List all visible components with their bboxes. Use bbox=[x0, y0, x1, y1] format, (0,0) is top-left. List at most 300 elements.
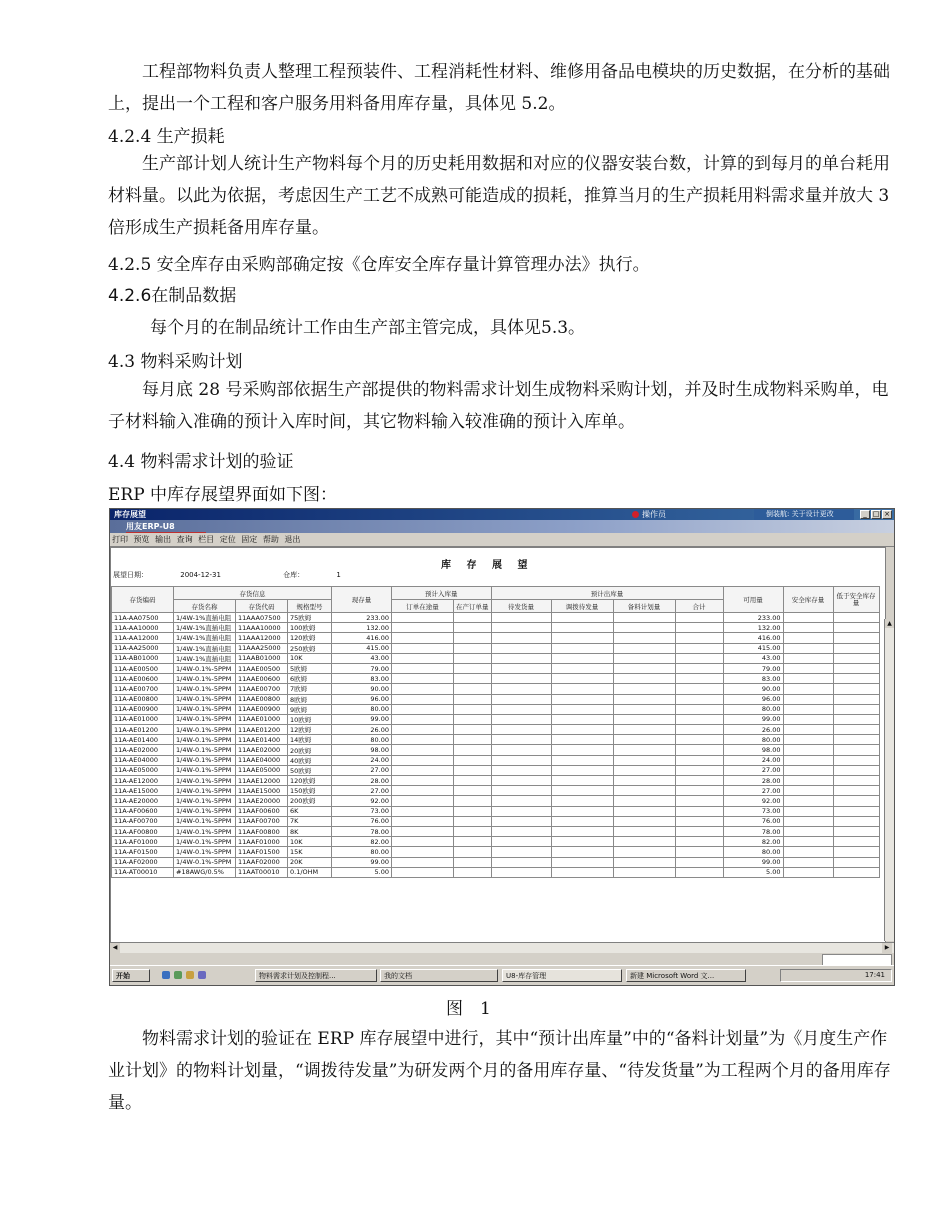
cell-name[interactable]: 1/4W-0.1%-5PPM bbox=[174, 704, 236, 714]
cell-code[interactable]: 11A-AE00500 bbox=[112, 663, 174, 673]
cell-empty[interactable] bbox=[783, 806, 833, 816]
menu-locate[interactable]: 定位 bbox=[219, 535, 236, 544]
cell-stock[interactable]: 132.00 bbox=[332, 623, 392, 633]
cell-empty[interactable] bbox=[833, 714, 879, 724]
horizontal-scrollbar[interactable] bbox=[110, 942, 894, 953]
cell-empty[interactable] bbox=[833, 857, 879, 867]
cell-empty[interactable] bbox=[675, 806, 723, 816]
cell-stock[interactable]: 26.00 bbox=[332, 725, 392, 735]
cell-name[interactable]: 1/4W-0.1%-5PPM bbox=[174, 725, 236, 735]
cell-empty[interactable] bbox=[675, 674, 723, 684]
cell-empty[interactable] bbox=[833, 653, 879, 663]
cell-empty[interactable] bbox=[454, 847, 492, 857]
cell-inv[interactable]: 11AAE15000 bbox=[236, 786, 288, 796]
cell-code[interactable]: 11A-AE04000 bbox=[112, 755, 174, 765]
table-row[interactable] bbox=[112, 725, 880, 735]
cell-empty[interactable] bbox=[392, 633, 454, 643]
table-row[interactable] bbox=[112, 755, 880, 765]
cell-empty[interactable] bbox=[392, 613, 454, 623]
cell-code[interactable]: 11A-AF00800 bbox=[112, 826, 174, 836]
cell-empty[interactable] bbox=[551, 806, 613, 816]
cell-inv[interactable]: 11AAT00010 bbox=[236, 867, 288, 877]
cell-empty[interactable] bbox=[551, 613, 613, 623]
cell-name[interactable]: 1/4W-0.1%-5PPM bbox=[174, 796, 236, 806]
cell-empty[interactable] bbox=[392, 867, 454, 877]
cell-empty[interactable] bbox=[833, 786, 879, 796]
col-stock[interactable]: 现存量 bbox=[332, 587, 392, 613]
cell-empty[interactable] bbox=[675, 735, 723, 745]
cell-stock[interactable]: 78.00 bbox=[332, 826, 392, 836]
cell-empty[interactable] bbox=[675, 725, 723, 735]
cell-name[interactable]: 1/4W-0.1%-5PPM bbox=[174, 765, 236, 775]
cell-empty[interactable] bbox=[454, 694, 492, 704]
cell-empty[interactable] bbox=[551, 867, 613, 877]
cell-empty[interactable] bbox=[491, 735, 551, 745]
desktop-icon[interactable] bbox=[186, 971, 194, 979]
col-code[interactable]: 存货编码 bbox=[112, 587, 174, 613]
cell-stock[interactable]: 98.00 bbox=[332, 745, 392, 755]
cell-empty[interactable] bbox=[833, 837, 879, 847]
cell-stock[interactable]: 82.00 bbox=[332, 837, 392, 847]
table-row[interactable] bbox=[112, 714, 880, 724]
cell-stock[interactable]: 80.00 bbox=[332, 735, 392, 745]
cell-empty[interactable] bbox=[392, 643, 454, 653]
cell-code[interactable]: 11A-AE01200 bbox=[112, 725, 174, 735]
cell-spec[interactable]: 10K bbox=[288, 837, 332, 847]
cell-empty[interactable] bbox=[613, 867, 675, 877]
cell-empty[interactable] bbox=[833, 623, 879, 633]
cell-empty[interactable] bbox=[491, 786, 551, 796]
cell-empty[interactable] bbox=[491, 633, 551, 643]
cell-empty[interactable] bbox=[454, 714, 492, 724]
start-button[interactable]: 开始 bbox=[112, 969, 150, 982]
cell-avail[interactable]: 43.00 bbox=[723, 653, 783, 663]
cell-empty[interactable] bbox=[783, 826, 833, 836]
cell-empty[interactable] bbox=[833, 755, 879, 765]
menu-help[interactable]: 帮助 bbox=[262, 535, 279, 544]
cell-empty[interactable] bbox=[392, 857, 454, 867]
cell-empty[interactable] bbox=[613, 674, 675, 684]
col-pending-ship[interactable]: 待发货量 bbox=[491, 600, 551, 613]
media-icon[interactable] bbox=[198, 971, 206, 979]
cell-stock[interactable]: 99.00 bbox=[332, 857, 392, 867]
cell-inv[interactable]: 11AAE00500 bbox=[236, 663, 288, 673]
cell-empty[interactable] bbox=[454, 857, 492, 867]
cell-empty[interactable] bbox=[613, 796, 675, 806]
col-available[interactable]: 可用量 bbox=[723, 587, 783, 613]
col-total[interactable]: 合计 bbox=[675, 600, 723, 613]
cell-empty[interactable] bbox=[454, 796, 492, 806]
cell-name[interactable]: 1/4W-0.1%-5PPM bbox=[174, 694, 236, 704]
cell-empty[interactable] bbox=[783, 623, 833, 633]
cell-empty[interactable] bbox=[833, 735, 879, 745]
cell-empty[interactable] bbox=[833, 806, 879, 816]
cell-spec[interactable]: 6K bbox=[288, 806, 332, 816]
cell-inv[interactable]: 11AAA25000 bbox=[236, 643, 288, 653]
cell-empty[interactable] bbox=[613, 663, 675, 673]
cell-empty[interactable] bbox=[783, 745, 833, 755]
cell-empty[interactable] bbox=[551, 714, 613, 724]
menu-query[interactable]: 查询 bbox=[176, 535, 193, 544]
cell-avail[interactable]: 90.00 bbox=[723, 684, 783, 694]
scroll-up-icon[interactable]: ▲ bbox=[885, 619, 894, 628]
cell-code[interactable]: 11A-AE02000 bbox=[112, 745, 174, 755]
cell-empty[interactable] bbox=[454, 755, 492, 765]
cell-empty[interactable] bbox=[392, 663, 454, 673]
cell-empty[interactable] bbox=[613, 826, 675, 836]
cell-empty[interactable] bbox=[392, 623, 454, 633]
cell-empty[interactable] bbox=[491, 837, 551, 847]
cell-empty[interactable] bbox=[675, 613, 723, 623]
col-transfer[interactable]: 调拨待发量 bbox=[551, 600, 613, 613]
cell-empty[interactable] bbox=[491, 765, 551, 775]
cell-empty[interactable] bbox=[491, 653, 551, 663]
cell-empty[interactable] bbox=[491, 725, 551, 735]
cell-avail[interactable]: 28.00 bbox=[723, 776, 783, 786]
cell-stock[interactable]: 90.00 bbox=[332, 684, 392, 694]
cell-empty[interactable] bbox=[491, 674, 551, 684]
col-in-prod[interactable]: 在产订单量 bbox=[454, 600, 492, 613]
cell-code[interactable]: 11A-AA10000 bbox=[112, 623, 174, 633]
cell-empty[interactable] bbox=[675, 745, 723, 755]
cell-name[interactable]: 1/4W-0.1%-5PPM bbox=[174, 684, 236, 694]
cell-empty[interactable] bbox=[675, 867, 723, 877]
cell-empty[interactable] bbox=[613, 704, 675, 714]
cell-stock[interactable]: 43.00 bbox=[332, 653, 392, 663]
col-safety[interactable]: 安全库存量 bbox=[783, 587, 833, 613]
cell-stock[interactable]: 76.00 bbox=[332, 816, 392, 826]
cell-empty[interactable] bbox=[551, 623, 613, 633]
close-button[interactable]: × bbox=[882, 510, 892, 519]
cell-stock[interactable]: 80.00 bbox=[332, 847, 392, 857]
cell-code[interactable]: 11A-AT00010 bbox=[112, 867, 174, 877]
cell-empty[interactable] bbox=[454, 735, 492, 745]
cell-empty[interactable] bbox=[675, 643, 723, 653]
cell-name[interactable]: 1/4W-0.1%-5PPM bbox=[174, 745, 236, 755]
cell-empty[interactable] bbox=[551, 674, 613, 684]
minimize-button[interactable]: _ bbox=[860, 510, 870, 519]
table-row[interactable] bbox=[112, 735, 880, 745]
cell-stock[interactable]: 416.00 bbox=[332, 633, 392, 643]
cell-empty[interactable] bbox=[675, 786, 723, 796]
cell-name[interactable]: 1/4W-0.1%-5PPM bbox=[174, 776, 236, 786]
cell-empty[interactable] bbox=[613, 816, 675, 826]
cell-empty[interactable] bbox=[392, 816, 454, 826]
cell-spec[interactable]: 14欧姆 bbox=[288, 735, 332, 745]
cell-empty[interactable] bbox=[551, 725, 613, 735]
cell-empty[interactable] bbox=[833, 796, 879, 806]
cell-empty[interactable] bbox=[491, 745, 551, 755]
table-row[interactable] bbox=[112, 837, 880, 847]
table-row[interactable] bbox=[112, 623, 880, 633]
cell-empty[interactable] bbox=[454, 674, 492, 684]
vertical-scrollbar[interactable] bbox=[884, 619, 894, 941]
cell-stock[interactable]: 99.00 bbox=[332, 714, 392, 724]
cell-empty[interactable] bbox=[675, 694, 723, 704]
cell-empty[interactable] bbox=[675, 765, 723, 775]
table-row[interactable] bbox=[112, 776, 880, 786]
cell-empty[interactable] bbox=[783, 643, 833, 653]
cell-empty[interactable] bbox=[551, 643, 613, 653]
cell-empty[interactable] bbox=[675, 857, 723, 867]
cell-empty[interactable] bbox=[551, 684, 613, 694]
cell-empty[interactable] bbox=[454, 684, 492, 694]
cell-inv[interactable]: 11AAA12000 bbox=[236, 633, 288, 643]
cell-spec[interactable]: 10K bbox=[288, 653, 332, 663]
cell-spec[interactable]: 12欧姆 bbox=[288, 725, 332, 735]
cell-spec[interactable]: 150欧姆 bbox=[288, 786, 332, 796]
table-row[interactable] bbox=[112, 847, 880, 857]
cell-empty[interactable] bbox=[491, 776, 551, 786]
cell-name[interactable]: 1/4W-0.1%-5PPM bbox=[174, 816, 236, 826]
cell-empty[interactable] bbox=[783, 755, 833, 765]
cell-spec[interactable]: 8K bbox=[288, 826, 332, 836]
cell-empty[interactable] bbox=[454, 837, 492, 847]
cell-name[interactable]: 1/4W-0.1%-5PPM bbox=[174, 786, 236, 796]
cell-code[interactable]: 11A-AA07500 bbox=[112, 613, 174, 623]
cell-spec[interactable]: 7欧姆 bbox=[288, 684, 332, 694]
cell-avail[interactable]: 99.00 bbox=[723, 714, 783, 724]
task-my-documents[interactable]: 我的文档 bbox=[380, 969, 498, 982]
cell-avail[interactable]: 27.00 bbox=[723, 765, 783, 775]
cell-empty[interactable] bbox=[613, 786, 675, 796]
cell-empty[interactable] bbox=[551, 735, 613, 745]
menu-preview[interactable]: 预览 bbox=[133, 535, 150, 544]
cell-spec[interactable]: 50欧姆 bbox=[288, 765, 332, 775]
cell-spec[interactable]: 20欧姆 bbox=[288, 745, 332, 755]
cell-empty[interactable] bbox=[454, 704, 492, 714]
cell-name[interactable]: 1/4W-1%直插电阻 bbox=[174, 613, 236, 623]
cell-avail[interactable]: 80.00 bbox=[723, 704, 783, 714]
cell-empty[interactable] bbox=[833, 613, 879, 623]
cell-empty[interactable] bbox=[833, 745, 879, 755]
cell-avail[interactable]: 27.00 bbox=[723, 786, 783, 796]
cell-empty[interactable] bbox=[783, 796, 833, 806]
cell-empty[interactable] bbox=[491, 694, 551, 704]
cell-empty[interactable] bbox=[613, 735, 675, 745]
cell-code[interactable]: 11A-AE05000 bbox=[112, 765, 174, 775]
cell-empty[interactable] bbox=[491, 806, 551, 816]
cell-empty[interactable] bbox=[783, 714, 833, 724]
cell-inv[interactable]: 11AAE04000 bbox=[236, 755, 288, 765]
cell-empty[interactable] bbox=[833, 816, 879, 826]
cell-name[interactable]: 1/4W-0.1%-5PPM bbox=[174, 826, 236, 836]
cell-empty[interactable] bbox=[551, 796, 613, 806]
cell-empty[interactable] bbox=[551, 765, 613, 775]
cell-empty[interactable] bbox=[491, 714, 551, 724]
cell-inv[interactable]: 11AAF01000 bbox=[236, 837, 288, 847]
cell-empty[interactable] bbox=[551, 633, 613, 643]
cell-name[interactable]: #18AWG/0.5% bbox=[174, 867, 236, 877]
cell-empty[interactable] bbox=[491, 847, 551, 857]
cell-empty[interactable] bbox=[675, 776, 723, 786]
task-word-doc-1[interactable]: 物料需求计划及控制程... bbox=[255, 969, 377, 982]
col-material-plan[interactable]: 备料计划量 bbox=[613, 600, 675, 613]
task-u8-inventory[interactable]: U8-库存管理 bbox=[502, 969, 622, 982]
cell-inv[interactable]: 11AAE00800 bbox=[236, 694, 288, 704]
cell-avail[interactable]: 96.00 bbox=[723, 694, 783, 704]
cell-empty[interactable] bbox=[675, 623, 723, 633]
cell-name[interactable]: 1/4W-0.1%-5PPM bbox=[174, 847, 236, 857]
maximize-button[interactable]: □ bbox=[872, 510, 880, 518]
cell-spec[interactable]: 6欧姆 bbox=[288, 674, 332, 684]
cell-code[interactable]: 11A-AF02000 bbox=[112, 857, 174, 867]
cell-empty[interactable] bbox=[491, 684, 551, 694]
table-row[interactable] bbox=[112, 826, 880, 836]
cell-empty[interactable] bbox=[613, 837, 675, 847]
cell-name[interactable]: 1/4W-0.1%-5PPM bbox=[174, 857, 236, 867]
cell-empty[interactable] bbox=[833, 633, 879, 643]
cell-empty[interactable] bbox=[392, 847, 454, 857]
cell-code[interactable]: 11A-AF01500 bbox=[112, 847, 174, 857]
cell-spec[interactable]: 200欧姆 bbox=[288, 796, 332, 806]
cell-empty[interactable] bbox=[613, 643, 675, 653]
table-row[interactable] bbox=[112, 674, 880, 684]
cell-avail[interactable]: 79.00 bbox=[723, 663, 783, 673]
cell-empty[interactable] bbox=[454, 826, 492, 836]
cell-empty[interactable] bbox=[491, 613, 551, 623]
cell-empty[interactable] bbox=[392, 786, 454, 796]
cell-empty[interactable] bbox=[833, 684, 879, 694]
cell-spec[interactable]: 15K bbox=[288, 847, 332, 857]
cell-empty[interactable] bbox=[392, 694, 454, 704]
cell-empty[interactable] bbox=[613, 745, 675, 755]
cell-stock[interactable]: 92.00 bbox=[332, 796, 392, 806]
cell-empty[interactable] bbox=[392, 755, 454, 765]
table-row[interactable] bbox=[112, 745, 880, 755]
cell-name[interactable]: 1/4W-0.1%-5PPM bbox=[174, 714, 236, 724]
cell-stock[interactable]: 24.00 bbox=[332, 755, 392, 765]
cell-code[interactable]: 11A-AE00700 bbox=[112, 684, 174, 694]
cell-empty[interactable] bbox=[783, 735, 833, 745]
cell-name[interactable]: 1/4W-0.1%-5PPM bbox=[174, 755, 236, 765]
cell-empty[interactable] bbox=[551, 786, 613, 796]
cell-empty[interactable] bbox=[454, 806, 492, 816]
cell-inv[interactable]: 11AAA07500 bbox=[236, 613, 288, 623]
cell-name[interactable]: 1/4W-1%直插电阻 bbox=[174, 623, 236, 633]
cell-inv[interactable]: 11AAE00700 bbox=[236, 684, 288, 694]
cell-empty[interactable] bbox=[392, 806, 454, 816]
cell-empty[interactable] bbox=[392, 684, 454, 694]
cell-avail[interactable]: 26.00 bbox=[723, 725, 783, 735]
cell-stock[interactable]: 27.00 bbox=[332, 786, 392, 796]
cell-empty[interactable] bbox=[833, 704, 879, 714]
cell-empty[interactable] bbox=[454, 776, 492, 786]
menu-exit[interactable]: 退出 bbox=[284, 535, 301, 544]
col-spec[interactable]: 规格型号 bbox=[288, 600, 332, 613]
cell-empty[interactable] bbox=[491, 857, 551, 867]
cell-code[interactable]: 11A-AE01400 bbox=[112, 735, 174, 745]
cell-avail[interactable]: 98.00 bbox=[723, 745, 783, 755]
cell-spec[interactable]: 250欧姆 bbox=[288, 643, 332, 653]
cell-empty[interactable] bbox=[491, 826, 551, 836]
cell-code[interactable]: 11A-AF00700 bbox=[112, 816, 174, 826]
table-row[interactable] bbox=[112, 857, 880, 867]
cell-empty[interactable] bbox=[613, 725, 675, 735]
cell-code[interactable]: 11A-AA12000 bbox=[112, 633, 174, 643]
cell-avail[interactable]: 76.00 bbox=[723, 816, 783, 826]
cell-empty[interactable] bbox=[833, 826, 879, 836]
table-row[interactable] bbox=[112, 643, 880, 653]
cell-inv[interactable]: 11AAE12000 bbox=[236, 776, 288, 786]
cell-spec[interactable]: 120欧姆 bbox=[288, 776, 332, 786]
cell-empty[interactable] bbox=[783, 765, 833, 775]
cell-avail[interactable]: 132.00 bbox=[723, 623, 783, 633]
cell-empty[interactable] bbox=[833, 643, 879, 653]
table-row[interactable] bbox=[112, 796, 880, 806]
cell-empty[interactable] bbox=[783, 653, 833, 663]
menu-print[interactable]: 打印 bbox=[112, 535, 128, 544]
cell-empty[interactable] bbox=[454, 663, 492, 673]
cell-name[interactable]: 1/4W-0.1%-5PPM bbox=[174, 837, 236, 847]
cell-empty[interactable] bbox=[454, 633, 492, 643]
menu-columns[interactable]: 栏目 bbox=[198, 535, 215, 544]
cell-avail[interactable]: 80.00 bbox=[723, 847, 783, 857]
cell-empty[interactable] bbox=[783, 725, 833, 735]
cell-spec[interactable]: 7K bbox=[288, 816, 332, 826]
cell-empty[interactable] bbox=[491, 643, 551, 653]
cell-empty[interactable] bbox=[454, 643, 492, 653]
cell-code[interactable]: 11A-AE00800 bbox=[112, 694, 174, 704]
cell-empty[interactable] bbox=[783, 704, 833, 714]
table-row[interactable] bbox=[112, 786, 880, 796]
table-row[interactable] bbox=[112, 684, 880, 694]
cell-empty[interactable] bbox=[833, 674, 879, 684]
scroll-left-icon[interactable]: ◀ bbox=[110, 943, 120, 953]
col-inv-code[interactable]: 存货代码 bbox=[236, 600, 288, 613]
cell-empty[interactable] bbox=[675, 816, 723, 826]
cell-spec[interactable]: 9欧姆 bbox=[288, 704, 332, 714]
cell-name[interactable]: 1/4W-0.1%-5PPM bbox=[174, 806, 236, 816]
cell-empty[interactable] bbox=[392, 674, 454, 684]
cell-empty[interactable] bbox=[783, 867, 833, 877]
cell-spec[interactable]: 0.1/OHM bbox=[288, 867, 332, 877]
cell-empty[interactable] bbox=[491, 663, 551, 673]
cell-empty[interactable] bbox=[783, 674, 833, 684]
cell-code[interactable]: 11A-AE12000 bbox=[112, 776, 174, 786]
cell-inv[interactable]: 11AAB01000 bbox=[236, 653, 288, 663]
cell-inv[interactable]: 11AAF00600 bbox=[236, 806, 288, 816]
cell-empty[interactable] bbox=[392, 776, 454, 786]
cell-empty[interactable] bbox=[613, 633, 675, 643]
cell-code[interactable]: 11A-AE01000 bbox=[112, 714, 174, 724]
cell-avail[interactable]: 415.00 bbox=[723, 643, 783, 653]
task-word-doc-2[interactable]: 新建 Microsoft Word 文... bbox=[626, 969, 746, 982]
cell-empty[interactable] bbox=[551, 837, 613, 847]
cell-spec[interactable]: 10欧姆 bbox=[288, 714, 332, 724]
table-row[interactable] bbox=[112, 806, 880, 816]
cell-empty[interactable] bbox=[675, 684, 723, 694]
cell-empty[interactable] bbox=[454, 765, 492, 775]
cell-empty[interactable] bbox=[675, 837, 723, 847]
cell-empty[interactable] bbox=[454, 816, 492, 826]
cell-empty[interactable] bbox=[783, 776, 833, 786]
cell-empty[interactable] bbox=[613, 847, 675, 857]
cell-empty[interactable] bbox=[675, 633, 723, 643]
cell-spec[interactable]: 120欧姆 bbox=[288, 633, 332, 643]
table-row[interactable] bbox=[112, 816, 880, 826]
cell-inv[interactable]: 11AAE01400 bbox=[236, 735, 288, 745]
cell-empty[interactable] bbox=[392, 725, 454, 735]
cell-empty[interactable] bbox=[613, 765, 675, 775]
cell-code[interactable]: 11A-AE15000 bbox=[112, 786, 174, 796]
cell-empty[interactable] bbox=[392, 837, 454, 847]
cell-empty[interactable] bbox=[783, 663, 833, 673]
cell-avail[interactable]: 82.00 bbox=[723, 837, 783, 847]
cell-inv[interactable]: 11AAE00600 bbox=[236, 674, 288, 684]
cell-empty[interactable] bbox=[613, 755, 675, 765]
cell-stock[interactable]: 79.00 bbox=[332, 663, 392, 673]
